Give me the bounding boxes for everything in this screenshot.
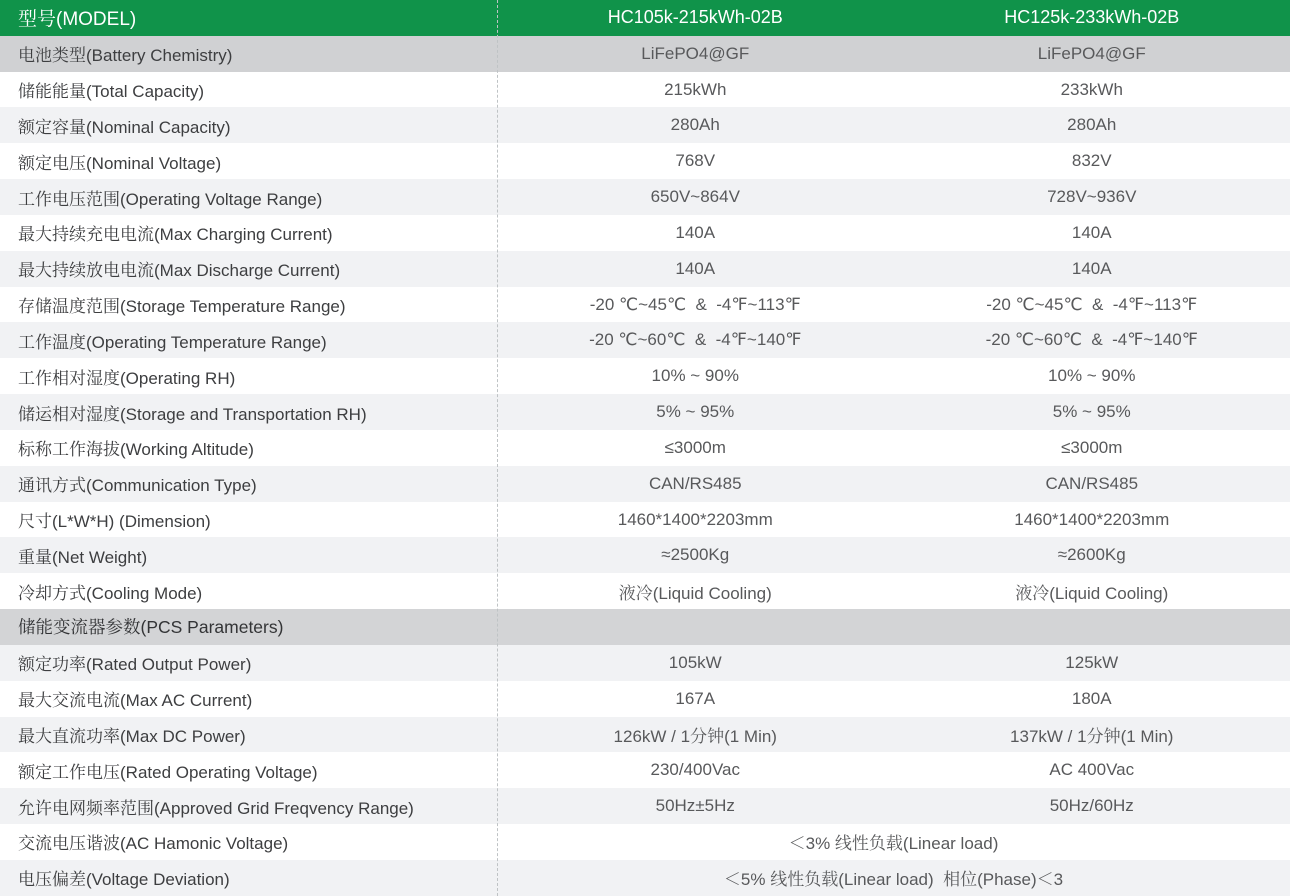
row-label: 额定容量(Nominal Capacity) [18, 117, 231, 137]
row-value-a: 5% ~ 95% [656, 402, 735, 422]
row-value-b: 液冷(Liquid Cooling) [1015, 583, 1169, 603]
spec-row [0, 573, 1290, 609]
row-value-b: 180A [1071, 688, 1112, 708]
spec-row [0, 251, 1290, 287]
table-header-row [0, 0, 1290, 36]
row-label: 储能能量(Total Capacity) [18, 82, 205, 102]
row-value-span: ＜5% 线性负载(Linear load) 相位(Phase)＜3 [723, 870, 1064, 890]
row-value-a: 280Ah [670, 115, 720, 135]
row-value-a: 167A [675, 688, 716, 708]
row-value-b: CAN/RS485 [1045, 473, 1139, 493]
spec-row [0, 36, 1290, 72]
row-value-a: 140A [675, 222, 716, 242]
row-value-b: AC 400Vac [1049, 760, 1135, 780]
row-value-b: 137kW / 1分钟(1 Min) [1010, 726, 1174, 746]
row-value-b: 728V~936V [1047, 187, 1137, 207]
row-label: 额定电压(Nominal Voltage) [18, 153, 222, 173]
row-label: 最大持续放电电流(Max Discharge Current) [18, 261, 341, 281]
row-value-b: 280Ah [1067, 115, 1117, 135]
row-label: 最大直流功率(Max DC Power) [18, 726, 246, 746]
pcs-section-label: 储能变流器参数(PCS Parameters) [18, 617, 284, 638]
row-value-b: ≈2600Kg [1057, 545, 1126, 565]
row-value-b: 233kWh [1060, 79, 1123, 99]
row-value-b: LiFePO4@GF [1037, 43, 1146, 63]
spec-row [0, 179, 1290, 215]
row-label: 电池类型(Battery Chemistry) [18, 46, 233, 66]
spec-row [0, 860, 1290, 896]
model-a-name: HC105k-215kWh-02B [607, 7, 783, 28]
row-label: 允许电网频率范围(Approved Grid Freqvency Range) [18, 798, 414, 818]
spec-row [0, 215, 1290, 251]
row-label: 交流电压谐波(AC Hamonic Voltage) [18, 834, 289, 854]
row-value-a: LiFePO4@GF [641, 43, 750, 63]
row-value-a: 140A [675, 258, 716, 278]
row-value-b: 140A [1071, 222, 1112, 242]
row-label: 冷却方式(Cooling Mode) [18, 583, 203, 603]
row-label: 额定工作电压(Rated Operating Voltage) [18, 762, 318, 782]
spec-row [0, 466, 1290, 502]
spec-row [0, 358, 1290, 394]
row-value-b: 832V [1071, 151, 1112, 171]
row-label: 存储温度范围(Storage Temperature Range) [18, 297, 346, 317]
spec-row [0, 717, 1290, 753]
row-value-b: 50Hz/60Hz [1049, 796, 1134, 816]
row-value-b: 125kW [1065, 652, 1119, 672]
spec-row [0, 107, 1290, 143]
row-label: 储运相对湿度(Storage and Transportation RH) [18, 404, 367, 424]
spec-row [0, 645, 1290, 681]
row-value-a: -20 ℃~60℃ & -4℉~140℉ [589, 330, 802, 350]
spec-row [0, 752, 1290, 788]
spec-row [0, 72, 1290, 108]
row-value-span: ＜3% 线性负载(Linear load) [788, 834, 999, 854]
row-value-a: 650V~864V [650, 187, 740, 207]
row-value-a: 215kWh [664, 79, 727, 99]
row-value-b: 1460*1400*2203mm [1014, 509, 1170, 529]
row-label: 工作相对湿度(Operating RH) [18, 368, 236, 388]
row-value-a: 液冷(Liquid Cooling) [618, 583, 772, 603]
row-label: 额定功率(Rated Output Power) [18, 655, 252, 675]
row-value-b: 140A [1071, 258, 1112, 278]
spec-row [0, 430, 1290, 466]
spec-row [0, 322, 1290, 358]
row-label: 尺寸(L*W*H) (Dimension) [18, 512, 211, 531]
row-value-a: ≤3000m [664, 437, 726, 457]
row-value-b: ≤3000m [1061, 437, 1123, 457]
spec-row [0, 788, 1290, 824]
row-label: 电压偏差(Voltage Deviation) [18, 870, 230, 890]
spec-row [0, 824, 1290, 860]
row-value-a: 1460*1400*2203mm [617, 509, 773, 529]
battery-spec-rows [0, 36, 1290, 609]
pcs-section-header-row [0, 609, 1290, 645]
row-label: 最大持续充电电流(Max Charging Current) [18, 225, 333, 245]
row-label: 标称工作海拔(Working Altitude) [18, 440, 254, 460]
spec-row [0, 394, 1290, 430]
row-label: 通讯方式(Communication Type) [18, 476, 257, 496]
row-value-a: 105kW [668, 652, 722, 672]
row-value-b: 5% ~ 95% [1052, 402, 1131, 422]
row-label: 重量(Net Weight) [18, 547, 148, 567]
row-value-a: ≈2500Kg [661, 545, 730, 565]
model-header-label: 型号(MODEL) [18, 9, 137, 31]
spec-row [0, 287, 1290, 323]
spec-row [0, 502, 1290, 538]
row-label: 工作温度(Operating Temperature Range) [18, 332, 327, 352]
row-label: 工作电压范围(Operating Voltage Range) [18, 189, 323, 209]
spec-row [0, 681, 1290, 717]
row-label: 最大交流电流(Max AC Current) [18, 691, 253, 711]
row-value-b: -20 ℃~45℃ & -4℉~113℉ [986, 294, 1198, 314]
pcs-spec-rows [0, 645, 1290, 896]
row-value-a: 50Hz±5Hz [655, 796, 735, 816]
row-value-b: 10% ~ 90% [1048, 366, 1136, 386]
row-value-a: 230/400Vac [650, 760, 740, 780]
row-value-a: 126kW / 1分钟(1 Min) [613, 726, 777, 746]
model-b-name: HC125k-233kWh-02B [1004, 7, 1180, 28]
row-value-a: -20 ℃~45℃ & -4℉~113℉ [589, 294, 801, 314]
spec-row [0, 537, 1290, 573]
row-value-a: 10% ~ 90% [651, 366, 739, 386]
row-value-a: CAN/RS485 [648, 473, 742, 493]
row-value-a: 768V [675, 151, 716, 171]
spec-row [0, 143, 1290, 179]
row-value-b: -20 ℃~60℃ & -4℉~140℉ [985, 330, 1198, 350]
